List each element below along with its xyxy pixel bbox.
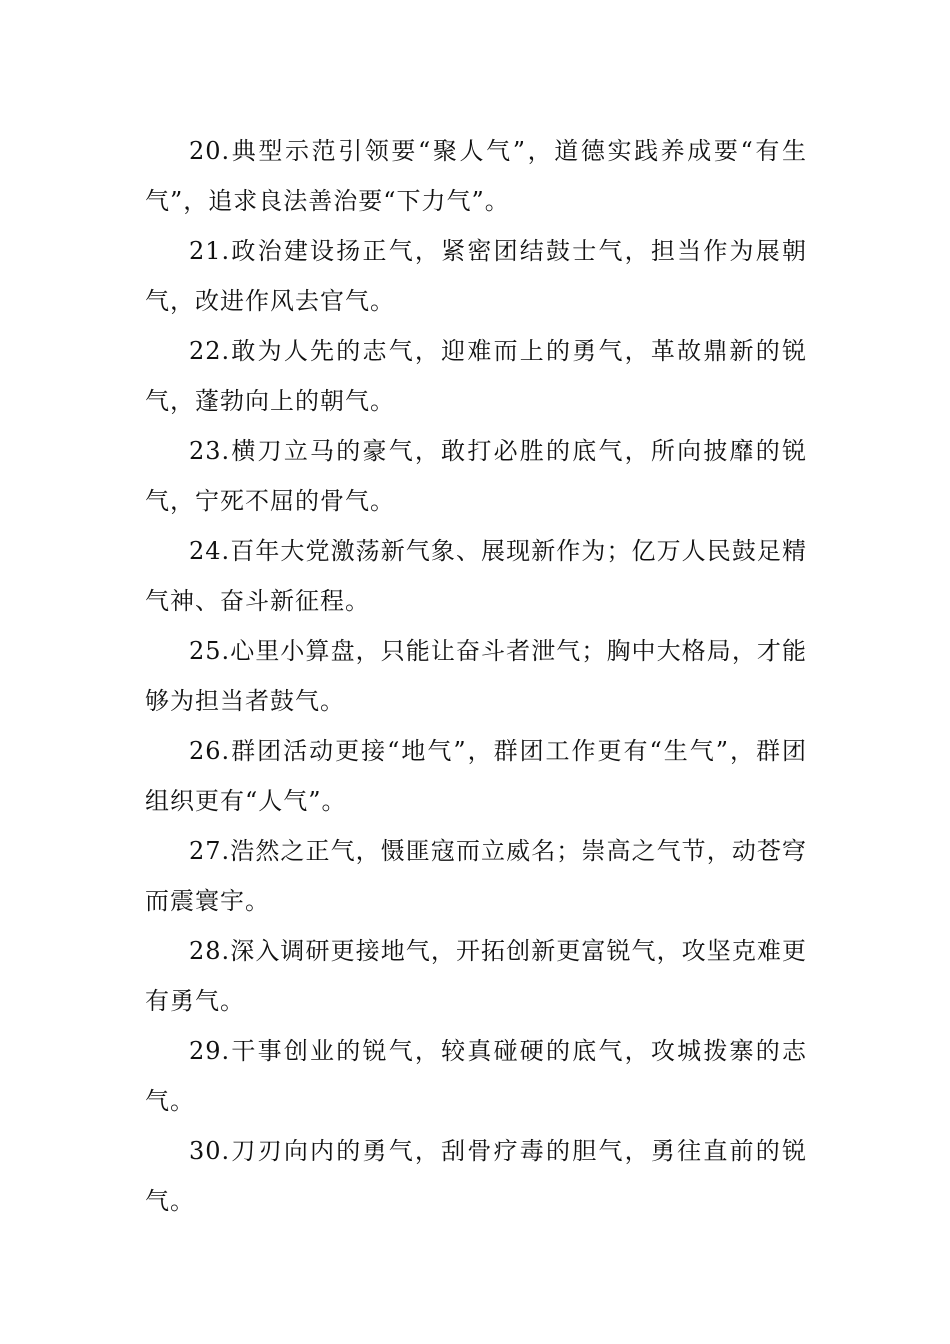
paragraph-29: 29.干事创业的锐气，较真碰硬的底气，攻城拨寨的志气。 bbox=[145, 1037, 807, 1115]
paragraph-27: 27.浩然之正气，慑匪寇而立威名；崇高之气节，动苍穹而震寰宇。 bbox=[145, 837, 807, 915]
paragraph-30: 30.刀刃向内的勇气，刮骨疗毒的胆气，勇往直前的锐气。 bbox=[145, 1137, 807, 1215]
paragraph-28: 28.深入调研更接地气，开拓创新更富锐气，攻坚克难更有勇气。 bbox=[145, 937, 807, 1015]
paragraph-22: 22.敢为人先的志气，迎难而上的勇气，革故鼎新的锐气，蓬勃向上的朝气。 bbox=[145, 337, 807, 415]
paragraph-26: 26.群团活动更接“地气”，群团工作更有“生气”，群团组织更有“人气”。 bbox=[145, 737, 807, 815]
paragraph-20: 20.典型示范引领要“聚人气”，道德实践养成要“有生气”，追求良法善治要“下力气”。 bbox=[145, 137, 807, 215]
paragraph-23: 23.横刀立马的豪气，敢打必胜的底气，所向披靡的锐气，宁死不屈的骨气。 bbox=[145, 437, 807, 515]
paragraph-21: 21.政治建设扬正气，紧密团结鼓士气，担当作为展朝气，改进作风去官气。 bbox=[145, 237, 807, 315]
paragraph-24: 24.百年大党激荡新气象、展现新作为；亿万人民鼓足精气神、奋斗新征程。 bbox=[145, 537, 807, 615]
document-page bbox=[145, 126, 807, 1226]
paragraph-25: 25.心里小算盘，只能让奋斗者泄气；胸中大格局，才能够为担当者鼓气。 bbox=[145, 637, 807, 715]
